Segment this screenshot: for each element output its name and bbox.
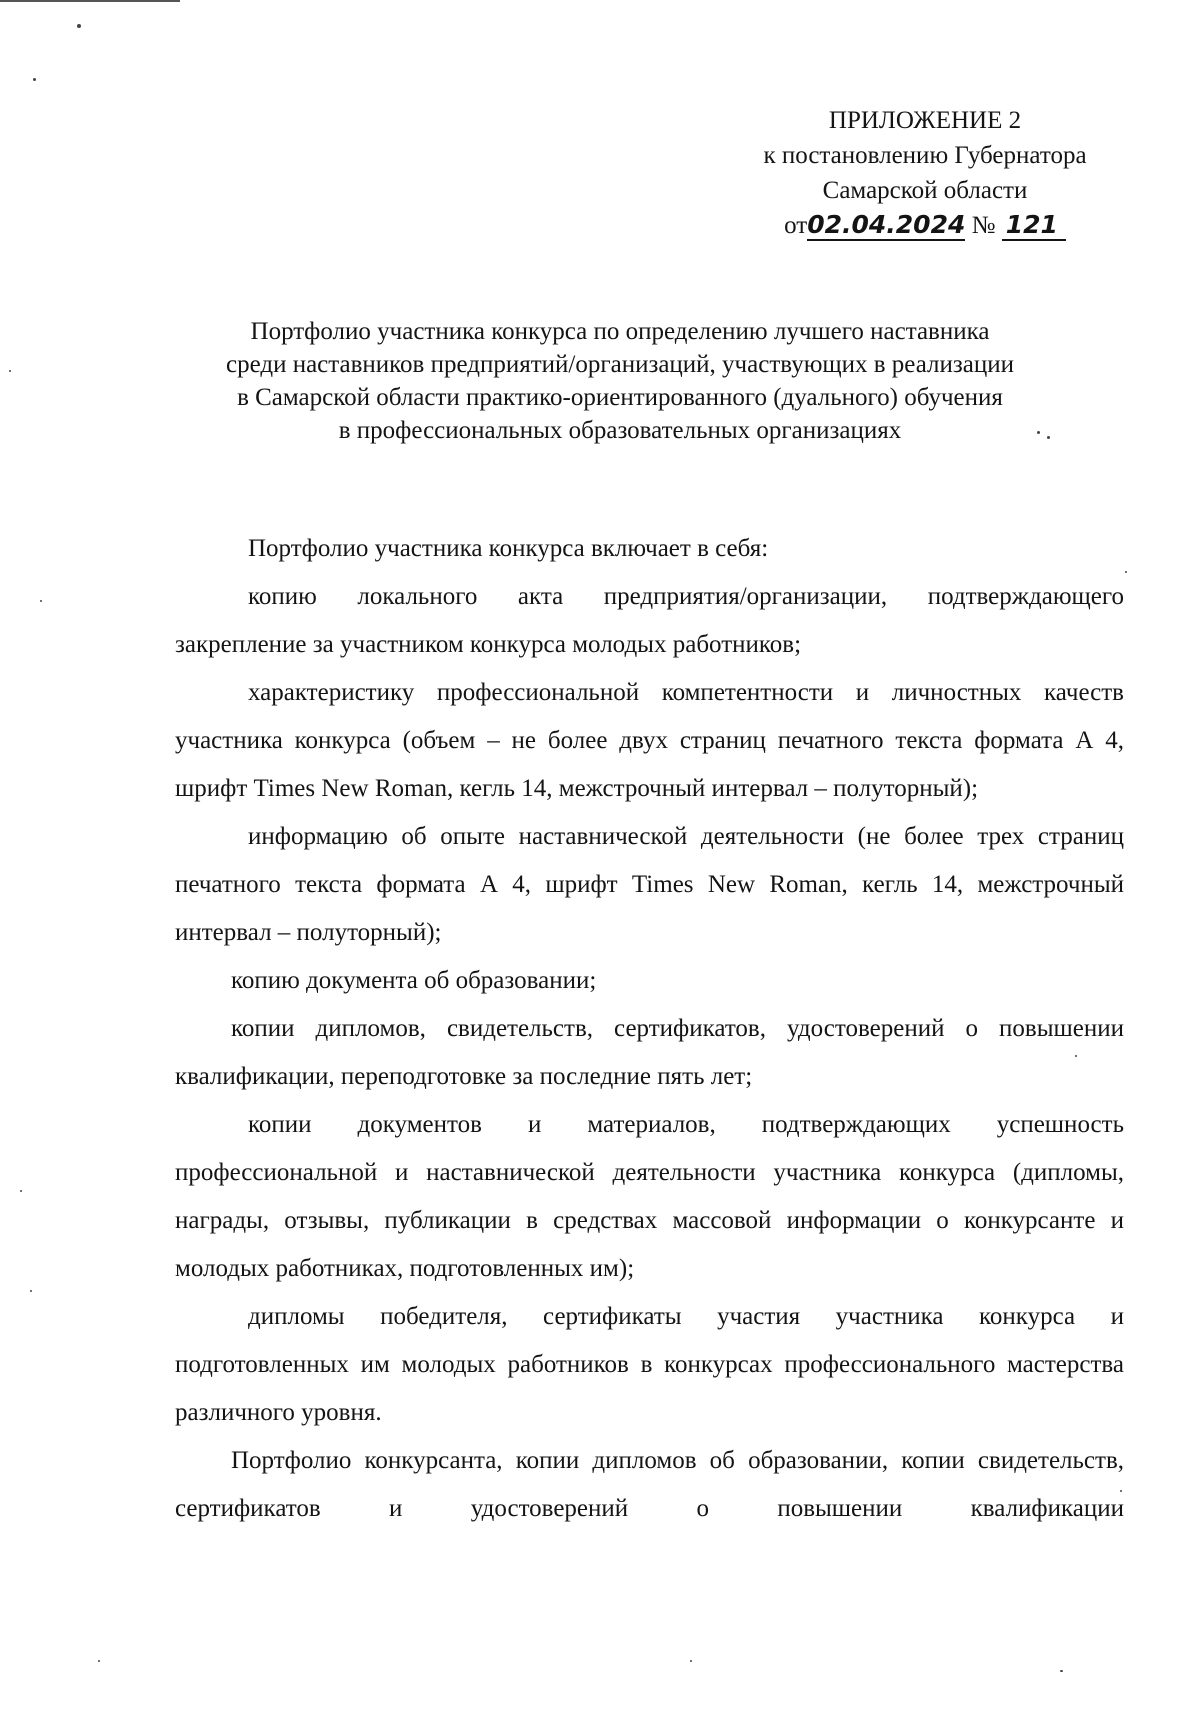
document-body [175, 525, 1124, 1533]
date-prefix: от [784, 212, 808, 239]
title-line: в Самарской области практико-ориентированного (дуального) обучения [237, 384, 1003, 411]
title-line: в профессиональных образовательных организациях [338, 417, 902, 444]
closing-paragraph: Портфолио конкурсанта, копии дипломов об образовании, копии свидетельств, сертификатов и удостоверений о повышении квалификации [175, 1447, 1124, 1522]
list-item-local-act: копию локального акта предприятия/организации, подтверждающего закрепление за участником конкурса молодых работников; [175, 583, 1124, 658]
list-item-education-document: копию документа об образовании; [231, 967, 597, 994]
title-line: среди наставников предприятий/организаций, участвующих в реализации [225, 351, 1014, 378]
list-item-mentoring-experience: информацию об опыте наставнической деятельности (не более трех страниц печатного текста формата А 4, шрифт Times New Roman, кегль 14, межстрочный интервал – полуторный); [175, 823, 1124, 946]
appendix-number: ПРИЛОЖЕНИЕ 2 [828, 107, 1022, 134]
appendix-region: Самарской области [822, 177, 1028, 204]
scan-edge-line [0, 0, 180, 2]
list-item-winner-diplomas: дипломы победителя, сертификаты участия участника конкурса и подготовленных им молодых работников в конкурсах профессионального мастерства различного уровня. [175, 1303, 1124, 1426]
list-item-diplomas-copies: копии дипломов, свидетельств, сертификатов, удостоверений о повышении квалификации, переподготовке за последние пять лет; [175, 1015, 1124, 1090]
document-title [150, 315, 1090, 447]
title-line: Портфолио участника конкурса по определению лучшего наставника [250, 318, 990, 345]
appendix-date-line [700, 208, 1150, 243]
signed-date-field [807, 212, 965, 241]
list-item-success-documents: копии документов и материалов, подтверждающих успешность профессиональной и наставнической деятельности участника конкурса (дипломы, награды, отзывы, публикации в средствах массовой информации о конкурсанте и молодых работниках, подготовленных им); [175, 1111, 1124, 1282]
number-prefix: № [971, 212, 996, 239]
appendix-reference: к постановлению Губернатора [763, 142, 1087, 169]
intro-paragraph: Портфолио участника конкурса включает в себя: [248, 535, 769, 562]
list-item-characteristic: характеристику профессиональной компетентности и личностных качеств участника конкурса (объем – не более двух страниц печатного текста формата А 4, шрифт Times New Roman, кегль 14, межстрочный интервал – полуторный); [175, 679, 1124, 802]
signed-date: 02.04.2024 [807, 210, 966, 239]
signed-number: 121 [1005, 210, 1058, 239]
appendix-header [700, 103, 1150, 243]
signed-number-field [1002, 212, 1066, 241]
